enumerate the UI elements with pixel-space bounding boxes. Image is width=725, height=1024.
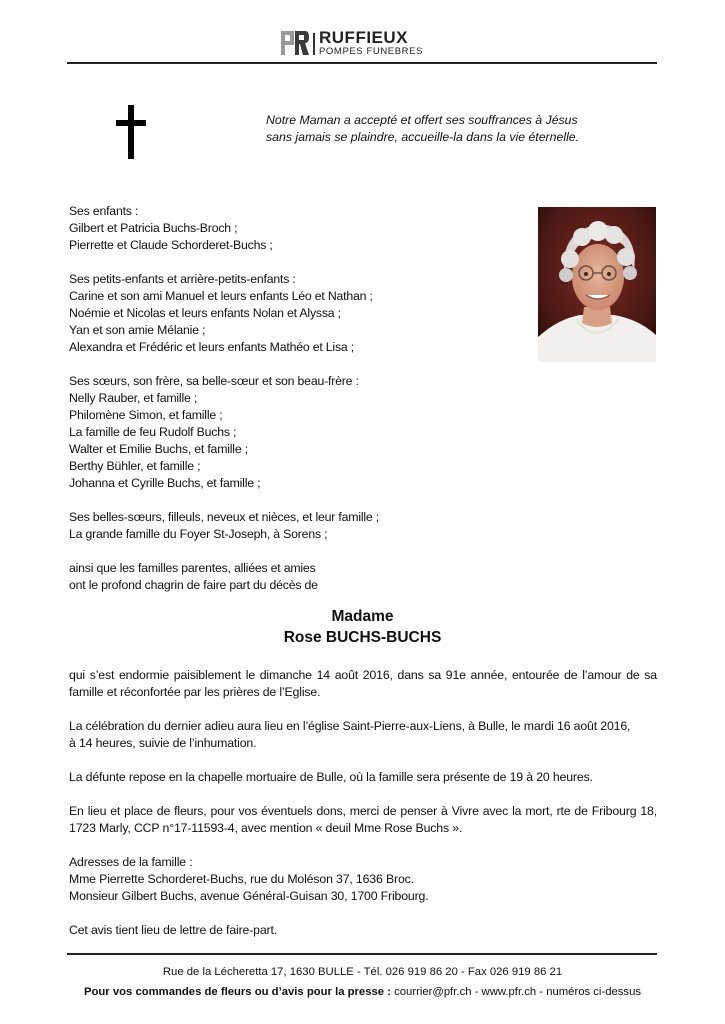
deceased-name: Rose BUCHS-BUCHS — [283, 629, 442, 646]
portrait-photo — [538, 207, 656, 362]
epitaph-quote — [266, 112, 646, 146]
company-name: RUFFIEUX — [319, 28, 408, 47]
quote-line: Notre Maman a accepté et offert ses souffrances à Jésus — [266, 113, 578, 127]
family-line: Berthy Bühler, et famille ; — [69, 459, 201, 473]
donations-paragraph: En lieu et place de fleurs, pour vos éventuels dons, merci de penser à Vivre avec la mort, rte de Fribourg 18, 1723 Marly, CCP n°17-11593-4, avec mention « deuil Mme Rose Buchs ». — [69, 804, 657, 835]
footer-address: Rue de la Lécheretta 17, 1630 BULLE - Tél. 026 919 86 20 - Fax 026 919 86 21 — [162, 966, 563, 978]
footer — [0, 962, 725, 1002]
family-line: Ses petits-enfants et arrière-petits-enfants : — [69, 272, 296, 286]
family-line: Ses sœurs, son frère, sa belle-sœur et son beau-frère : — [69, 374, 359, 388]
family-line: Yan et son amie Mélanie ; — [69, 323, 206, 337]
family-line: Ses enfants : — [69, 204, 139, 218]
family-line: La famille de feu Rudolf Buchs ; — [69, 425, 237, 439]
family-line: Philomène Simon, et famille ; — [69, 408, 223, 422]
logo-separator — [313, 33, 315, 55]
address-line: Monsieur Gilbert Buchs, avenue Général-Guisan 30, 1700 Fribourg. — [69, 889, 429, 903]
addresses-title: Adresses de la famille : — [69, 855, 193, 869]
deceased-title: Madame — [331, 608, 394, 625]
cross-icon — [116, 105, 146, 159]
notice-line: Cet avis tient lieu de lettre de faire-part. — [69, 923, 278, 937]
footer-orders-label: Pour vos commandes de fleurs ou d’avis pour la presse : — [83, 986, 391, 998]
address-line: Mme Pierrette Schorderet-Buchs, rue du Moléson 37, 1636 Broc. — [69, 872, 414, 886]
family-line: Johanna et Cyrille Buchs, et famille ; — [69, 476, 261, 490]
header-divider — [67, 62, 657, 64]
family-line: Pierrette et Claude Schorderet-Buchs ; — [69, 238, 273, 252]
quote-line: sans jamais se plaindre, accueille-la dans la vie éternelle. — [266, 130, 580, 144]
family-line: Carine et son ami Manuel et leurs enfants Léo et Nathan ; — [69, 289, 373, 303]
chapel-paragraph: La défunte repose en la chapelle mortuaire de Bulle, où la famille sera présente de 19 à 20 heures. — [69, 770, 593, 784]
footer-contact: courrier@pfr.ch - www.pfr.ch - numéros ci-dessus — [390, 986, 642, 998]
family-line: ainsi que les familles parentes, alliées et amies — [69, 561, 316, 575]
family-line: Gilbert et Patricia Buchs-Broch ; — [69, 221, 238, 235]
company-tagline: POMPES FUNEBRES — [319, 46, 424, 57]
service-details — [69, 667, 657, 939]
family-line: ont le profond chagrin de faire part du décès de — [69, 578, 318, 592]
footer-orders — [0, 982, 725, 1002]
family-line: Ses belles-sœurs, filleuls, neveux et nièces, et leur famille ; — [69, 510, 379, 524]
family-line: La grande famille du Foyer St-Joseph, à Sorens ; — [69, 527, 328, 541]
family-line: Alexandra et Frédéric et leurs enfants Mathéo et Lisa ; — [69, 340, 354, 354]
family-line: Walter et Emilie Buchs, et famille ; — [69, 442, 248, 456]
pr-monogram-icon — [281, 31, 309, 55]
ceremony-line: La célébration du dernier adieu aura lieu en l’église Saint-Pierre-aux-Liens, à Bulle, le mardi 16 août 2016, — [69, 719, 631, 733]
company-logo — [281, 28, 451, 59]
family-line: Noémie et Nicolas et leurs enfants Nolan et Alyssa ; — [69, 306, 341, 320]
family-line: Nelly Rauber, et famille ; — [69, 391, 198, 405]
footer-divider — [67, 953, 657, 955]
ceremony-line: à 14 heures, suivie de l’inhumation. — [69, 736, 257, 750]
family-list — [69, 203, 529, 594]
deceased-heading — [0, 606, 725, 648]
death-paragraph: qui s’est endormie paisiblement le dimanche 14 août 2016, dans sa 91e année, entourée de l’amour de sa famille et réconfortée par les prières de l’Eglise. — [69, 668, 657, 699]
